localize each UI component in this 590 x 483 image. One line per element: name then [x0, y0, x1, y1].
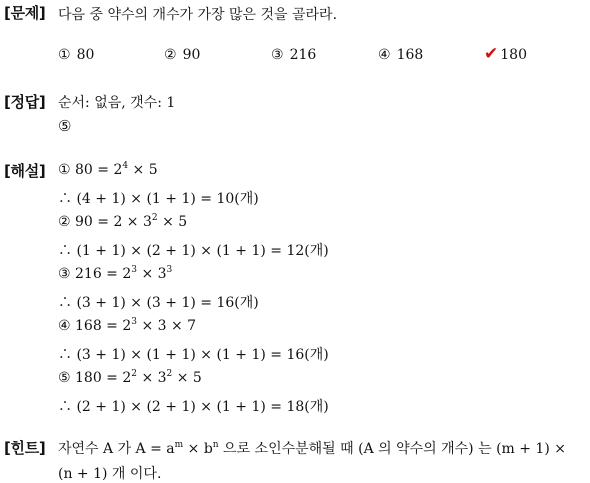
- choice-4[interactable]: [378, 47, 423, 63]
- choice-3-number: ③: [271, 47, 284, 63]
- explanation-line: [58, 214, 187, 230]
- expression-text: × 3: [137, 266, 167, 282]
- hint-exponent-n: n: [212, 440, 219, 450]
- choice-5[interactable]: [484, 44, 527, 64]
- expression-text: × 3: [137, 370, 167, 386]
- hint-exponent-m: m: [174, 440, 184, 450]
- answer-tag: [정답]: [4, 93, 46, 111]
- expression-text: ④ 168 = 2: [58, 318, 132, 334]
- explanation-line: [58, 292, 259, 312]
- choice-1-number: ①: [58, 47, 71, 63]
- choice-1[interactable]: [58, 47, 94, 63]
- hint-text-a: 자연수 A 가 A = a: [58, 441, 175, 457]
- exponent: 2: [166, 369, 173, 379]
- explanation-line: [58, 240, 329, 260]
- exponent: 2: [151, 213, 158, 223]
- explanation-line: [58, 188, 259, 208]
- expression-text: ∴ (4 + 1) × (1 + 1) = 10(개): [58, 191, 259, 207]
- expression-text: × 5: [157, 214, 188, 230]
- hint-tag: [힌트]: [4, 439, 46, 457]
- checkmark-icon: ✔: [484, 44, 499, 64]
- explanation-line: [58, 266, 172, 282]
- question-text: 다음 중 약수의 개수가 가장 많은 것을 골라라.: [58, 7, 338, 23]
- exponent: 3: [131, 265, 137, 275]
- explanation-line: [58, 318, 196, 334]
- exponent: 2: [131, 369, 137, 379]
- hint-text-c: 으로 소인수분해될 때 (A 의 약수의 개수) 는 (m + 1) ×: [218, 441, 566, 457]
- choice-5-value: 180: [500, 47, 527, 63]
- expression-text: ③ 216 = 2: [58, 266, 132, 282]
- expression-text: ∴ (1 + 1) × (2 + 1) × (1 + 1) = 12(개): [58, 243, 329, 259]
- expression-text: ∴ (2 + 1) × (2 + 1) × (1 + 1) = 18(개): [58, 399, 329, 415]
- expression-text: × 3 × 7: [137, 318, 197, 334]
- choice-3[interactable]: [271, 47, 316, 63]
- explanation-line: [58, 370, 202, 386]
- exponent: 4: [122, 161, 129, 171]
- answer-value: ⑤: [58, 117, 72, 135]
- hint-line-1: [58, 438, 566, 458]
- exponent: 3: [166, 265, 173, 275]
- explanation-line: [58, 344, 329, 364]
- expression-text: ∴ (3 + 1) × (1 + 1) × (1 + 1) = 16(개): [58, 347, 329, 363]
- choice-2[interactable]: [164, 47, 200, 63]
- choice-4-number: ④: [378, 47, 391, 63]
- choice-1-value: 80: [76, 47, 95, 63]
- answer-meta: 순서: 없음, 갯수: 1: [58, 95, 176, 111]
- expression-text: ⑤ 180 = 2: [58, 370, 132, 386]
- choice-2-number: ②: [164, 47, 177, 63]
- explanation-line: [58, 396, 329, 416]
- question-tag: [문제]: [4, 4, 46, 22]
- expression-text: ∴ (3 + 1) × (3 + 1) = 16(개): [58, 295, 259, 311]
- hint-line-2: (n + 1) 개 이다.: [58, 466, 162, 482]
- exponent: 3: [131, 317, 137, 327]
- expression-text: × 5: [128, 162, 158, 178]
- expression-text: × 5: [172, 370, 202, 386]
- expression-text: ① 80 = 2: [58, 162, 123, 178]
- hint-text-b: × b: [183, 441, 213, 457]
- expression-text: ② 90 = 2 × 3: [58, 214, 152, 230]
- choice-2-value: 90: [182, 47, 201, 63]
- explanation-tag: [해설]: [4, 162, 46, 180]
- choice-4-value: 168: [396, 47, 424, 63]
- choice-3-value: 216: [289, 47, 317, 63]
- explanation-line: [58, 162, 158, 178]
